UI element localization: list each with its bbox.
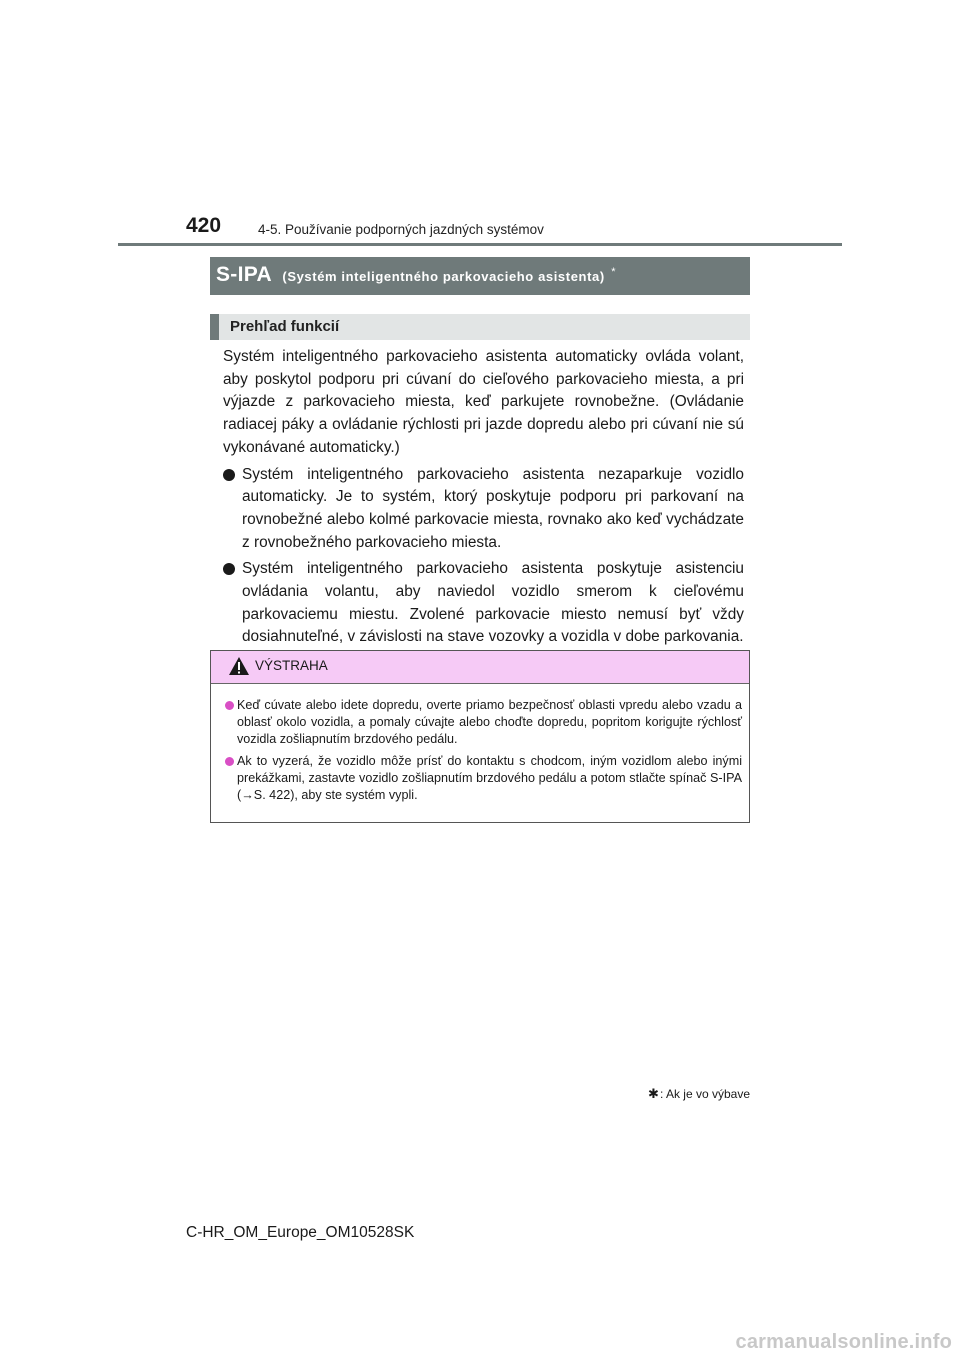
warning-header: [211, 651, 749, 684]
title-bar: [210, 257, 750, 295]
title-sub: (Systém inteligentného parkovacieho asistenta): [282, 269, 605, 284]
intro-paragraph: Systém inteligentného parkovacieho asistenta automaticky ovláda volant, aby poskytol podporu pri cúvaní do cieľového parkovacieho miesta, a pri výjazde z parkovacieho miesta, keď parkujete rovnobežne. (Ovládanie radiacej páky a ovládanie rýchlosti pri jazde dopredu alebo pri cúvaní nie sú vykonávané automaticky.): [223, 348, 744, 456]
footnote-text: : Ak je vo výbave: [659, 1087, 750, 1101]
bullet-dot-icon: [223, 469, 235, 481]
bullet-item: [223, 558, 744, 649]
warning-item-text: Ak to vyzerá, že vozidlo môže prísť do kontaktu s chodcom, iným vozidlom alebo inými prekážkami, zastavte vozidlo zošliapnutím brzdového pedálu a potom stlačte spínač S-IPA (→S. 422), aby ste systém vypli.: [237, 754, 742, 802]
warning-bullet-icon: [225, 701, 234, 710]
watermark[interactable]: carmanualsonline.info: [735, 1331, 952, 1353]
warning-body: [211, 684, 749, 804]
warning-bullet-icon: [225, 757, 234, 766]
bullet-text: Systém inteligentného parkovacieho asistenta nezaparkuje vozidlo automaticky. Je to systém, ktorý poskytuje podporu pri parkovaní na rovnobežné alebo kolmé parkovacie miesta, rovnako ako keď vychádzate z rovnobežného parkovacieho miesta.: [242, 465, 744, 551]
body-text: [223, 346, 744, 649]
bullet-text: Systém inteligentného parkovacieho asistenta poskytuje asistenciu ovládania volantu, aby naviedol vozidlo smerom k cieľovému parkovaciemu miestu. Zvolené parkovacie miesto nemusí byť vždy dosiahnuteľné, v závislosti na stave vozovky a vozidla v dobe parkovania.: [242, 560, 744, 646]
warning-box: [210, 650, 750, 823]
document-id: C-HR_OM_Europe_OM10528SK: [186, 1224, 415, 1241]
warning-item-text: Keď cúvate alebo idete dopredu, overte priamo bezpečnosť oblasti vpredu alebo vzadu a oblasť okolo vozidla, a pomaly cúvajte alebo choďte dopredu, popritom korigujte rýchlosť vozidla zošliapnutím brzdového pedálu.: [237, 698, 742, 746]
page-number: 420: [186, 214, 222, 237]
warning-item: [225, 753, 742, 804]
footnote-star-icon: ✱: [648, 1086, 659, 1101]
bullet-dot-icon: [223, 563, 235, 575]
title-main: S-IPA: [216, 263, 272, 286]
warning-triangle-icon: [228, 656, 250, 676]
title-star: *: [611, 265, 616, 278]
subheading-bar: Prehľad funkcií: [210, 314, 750, 340]
bullet-item: [223, 464, 744, 555]
header-rule: [118, 243, 842, 246]
warning-title: VÝSTRAHA: [255, 658, 328, 673]
section-header: 4-5. Používanie podporných jazdných systémov: [258, 222, 544, 237]
footnote: [648, 1086, 750, 1102]
warning-item: [225, 697, 742, 748]
